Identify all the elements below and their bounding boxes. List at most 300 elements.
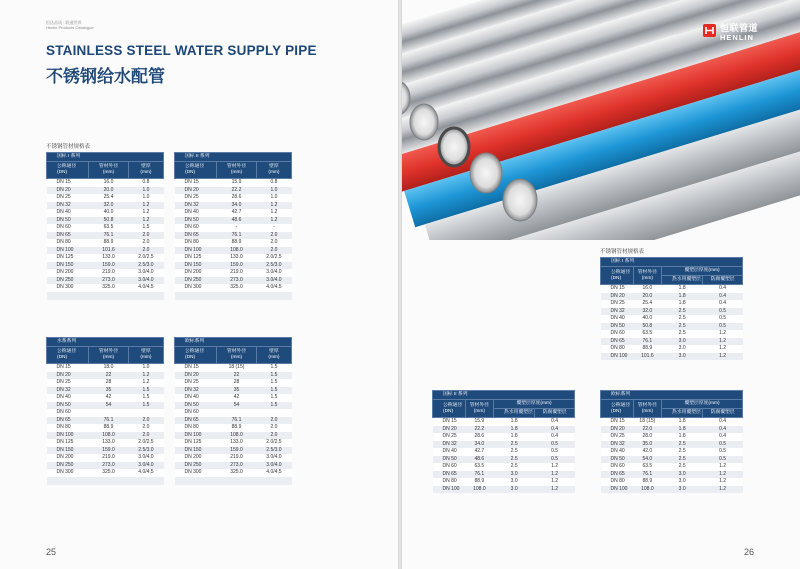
table-cell: - — [217, 224, 257, 232]
series-header: 国标 II 系列 — [433, 391, 575, 400]
spec-table-eu — [174, 337, 292, 485]
table-cell: 2.5 — [494, 456, 535, 464]
table-cell: 1.8 — [662, 426, 703, 434]
table-cell: 88.9 — [633, 478, 661, 486]
table-row — [433, 471, 575, 479]
table-cell: 1.5 — [256, 379, 291, 387]
column-header: 壁厚 (mm) — [256, 162, 291, 179]
table-cell: DN 50 — [175, 217, 217, 225]
table-row — [175, 262, 292, 270]
table-row — [433, 433, 575, 441]
table-row — [47, 447, 164, 455]
table-cell: DN 200 — [47, 269, 89, 277]
table-cell: DN 250 — [47, 462, 89, 470]
cover-table-gb2 — [432, 390, 575, 493]
table-cell: 16.0 — [633, 285, 661, 293]
table-cell: 1.2 — [703, 345, 743, 353]
table-cell: DN 65 — [175, 417, 217, 425]
table-cell: DN 50 — [47, 217, 89, 225]
column-header-od: 管材外径 (mm) — [633, 267, 661, 285]
table-cell: DN 65 — [601, 338, 634, 346]
table-footer-cell — [47, 292, 164, 300]
right-page — [402, 0, 800, 569]
table-cell: DN 20 — [433, 426, 466, 434]
table-cell: DN 40 — [601, 448, 634, 456]
table-cell: DN 80 — [433, 478, 466, 486]
table-cell: DN 60 — [175, 224, 217, 232]
table-row — [433, 478, 575, 486]
table-cell: 76.1 — [217, 232, 257, 240]
table-cell: 0.5 — [535, 456, 575, 464]
table-cell: 325.0 — [89, 284, 129, 292]
table-cell — [217, 409, 257, 417]
table-cell: 2.5/3.0 — [128, 262, 163, 270]
table-cell: 1.8 — [494, 426, 535, 434]
table-row — [601, 448, 743, 456]
table-cell: 1.5 — [256, 394, 291, 402]
table-cell: 22 — [89, 372, 129, 380]
table-footer-cell — [175, 292, 292, 300]
cover-table-eu — [600, 390, 743, 493]
table-cell: 2.0 — [128, 417, 163, 425]
table-cell: DN 300 — [47, 469, 89, 477]
table-cell: DN 150 — [47, 447, 89, 455]
table-cell: 1.2 — [703, 486, 743, 494]
table-cell: 1.5 — [128, 394, 163, 402]
column-header: 管材外径 (mm) — [217, 162, 257, 179]
table-cell: 1.8 — [662, 433, 703, 441]
table-row — [175, 179, 292, 187]
table-cell: 108.0 — [217, 432, 257, 440]
table-cell: DN 125 — [175, 254, 217, 262]
table-cell: 108.0 — [465, 486, 493, 494]
table-cell: 3.0/4.0 — [256, 277, 291, 285]
column-header: 公称通径 (DN) — [47, 162, 89, 179]
spec-table-water — [46, 337, 164, 485]
table-cell: 0.5 — [535, 448, 575, 456]
table-cell: DN 150 — [175, 262, 217, 270]
table-footer-row — [175, 292, 292, 300]
table-cell: 42 — [89, 394, 129, 402]
table-cell: 1.5 — [256, 372, 291, 380]
table-cell: 108.0 — [633, 486, 661, 494]
table-cell: 42.0 — [633, 448, 661, 456]
table-cell: 15.9 — [217, 179, 257, 187]
table-row — [433, 486, 575, 494]
table-cell: DN 65 — [47, 232, 89, 240]
table-cell: 1.2 — [535, 486, 575, 494]
table-cell: 273.0 — [217, 462, 257, 470]
table-cell: 273.0 — [89, 277, 129, 285]
table-cell: DN 200 — [175, 269, 217, 277]
table-cell: 2.5 — [494, 448, 535, 456]
table-row — [175, 394, 292, 402]
table-row — [47, 417, 164, 425]
table-cell: 40.0 — [89, 209, 129, 217]
table-cell: DN 32 — [175, 202, 217, 210]
table-row — [175, 372, 292, 380]
table-row — [47, 239, 164, 247]
table-cell: 48.6 — [465, 456, 493, 464]
table-cell: 63.5 — [633, 330, 661, 338]
table-row — [175, 217, 292, 225]
table-row — [47, 254, 164, 262]
column-header-hot-water: 热水用覆塑层 — [662, 409, 703, 418]
table-row — [601, 426, 743, 434]
table-cell: 0.4 — [535, 418, 575, 426]
table-cell: DN 60 — [175, 409, 217, 417]
table-row — [175, 209, 292, 217]
table-row — [47, 402, 164, 410]
table-cell: DN 25 — [175, 379, 217, 387]
page-number-left: 25 — [46, 547, 57, 557]
table-row — [47, 284, 164, 292]
table-cell: 1.2 — [703, 338, 743, 346]
table-cell: 0.5 — [703, 315, 743, 323]
table-cell: 0.4 — [703, 426, 743, 434]
table-cell: 2.5 — [662, 441, 703, 449]
table-row — [175, 187, 292, 195]
table-cell: DN 80 — [175, 424, 217, 432]
table-row — [47, 379, 164, 387]
table-cell: 18 (15) — [217, 364, 257, 372]
table-cell: 1.5 — [256, 387, 291, 395]
table-cell: 42.7 — [465, 448, 493, 456]
table-row — [175, 277, 292, 285]
table-cell: 35.0 — [633, 441, 661, 449]
table-cell: DN 200 — [175, 454, 217, 462]
column-header-anticorrosion: 防腐覆塑层 — [535, 409, 575, 418]
table-cell: 3.0 — [662, 471, 703, 479]
table-cell: 2.0 — [128, 424, 163, 432]
table-cell: 76.1 — [465, 471, 493, 479]
table-row — [47, 394, 164, 402]
table-cell: 1.0 — [128, 187, 163, 195]
table-row — [47, 424, 164, 432]
table-cell: DN 65 — [433, 471, 466, 479]
table-row — [47, 217, 164, 225]
table-cell: 1.5 — [128, 402, 163, 410]
table-cell: 42 — [217, 394, 257, 402]
column-header: 公称通径 (DN) — [175, 347, 217, 364]
table-cell: 1.2 — [703, 463, 743, 471]
table-cell: 63.5 — [89, 224, 129, 232]
table-footer-cell — [175, 477, 292, 485]
series-header: 水系系列 — [47, 338, 164, 347]
table-row — [47, 454, 164, 462]
table-row — [601, 441, 743, 449]
table-footer-row — [175, 477, 292, 485]
table-cell: DN 65 — [47, 417, 89, 425]
table-cell: 1.0 — [128, 194, 163, 202]
table-cell: DN 32 — [175, 387, 217, 395]
table-cell: 1.5 — [256, 364, 291, 372]
table-row — [175, 447, 292, 455]
table-cell: 325.0 — [217, 469, 257, 477]
table-row — [175, 402, 292, 410]
table-cell: DN 50 — [175, 402, 217, 410]
table-cell: 108.0 — [89, 432, 129, 440]
table-cell: 219.0 — [89, 454, 129, 462]
table-cell: 25.4 — [89, 194, 129, 202]
table-cell: DN 15 — [433, 418, 466, 426]
table-cell — [256, 409, 291, 417]
table-row — [601, 478, 743, 486]
table-row — [175, 247, 292, 255]
table-cell: 15.9 — [465, 418, 493, 426]
table-cell: DN 250 — [175, 277, 217, 285]
table-cell: 0.8 — [128, 179, 163, 187]
table-cell: DN 20 — [175, 187, 217, 195]
table-row — [433, 448, 575, 456]
table-row — [175, 194, 292, 202]
column-header-anticorrosion: 防腐覆塑层 — [703, 409, 743, 418]
table-cell: 76.1 — [89, 232, 129, 240]
table-row — [175, 454, 292, 462]
table-row — [601, 456, 743, 464]
table-cell: DN 20 — [47, 187, 89, 195]
series-header: 国标 I 系列 — [601, 258, 743, 267]
table-cell: DN 20 — [47, 372, 89, 380]
table-row — [175, 284, 292, 292]
table-cell: 34.0 — [217, 202, 257, 210]
table-cell: 63.5 — [633, 463, 661, 471]
column-header-cover: 覆塑层厚度(mm) — [662, 267, 743, 276]
table-cell: DN 125 — [175, 439, 217, 447]
table-cell: 3.0 — [662, 486, 703, 494]
table-cell: 3.0/4.0 — [128, 269, 163, 277]
table-cell: DN 80 — [601, 478, 634, 486]
table-cell: 3.0 — [494, 471, 535, 479]
table-cell: 1.2 — [128, 202, 163, 210]
table-cell: DN 100 — [601, 353, 634, 361]
table-cell: 22 — [217, 372, 257, 380]
table-cell: 2.0/2.5 — [256, 439, 291, 447]
table-row — [601, 418, 743, 426]
table-cell: DN 50 — [433, 456, 466, 464]
table-row — [433, 418, 575, 426]
table-cell: 2.5/3.0 — [256, 447, 291, 455]
table-cell: 0.5 — [703, 441, 743, 449]
table-cell: 54 — [89, 402, 129, 410]
column-header-dn: 公称通径 (DN) — [433, 400, 466, 418]
table-row — [47, 179, 164, 187]
table-cell: 50.8 — [633, 323, 661, 331]
table-cell: 18 (15) — [633, 418, 661, 426]
table-cell: 28 — [89, 379, 129, 387]
table-cell: 28 — [217, 379, 257, 387]
table-cell: 3.0/4.0 — [256, 269, 291, 277]
table-row — [175, 469, 292, 477]
table-cell: DN 125 — [47, 254, 89, 262]
table-cell: 0.5 — [703, 448, 743, 456]
column-header: 管材外径 (mm) — [89, 347, 129, 364]
table-cell: 2.5/3.0 — [128, 447, 163, 455]
table-cell: 2.5 — [662, 448, 703, 456]
column-header: 管材外径 (mm) — [217, 347, 257, 364]
table-row — [601, 293, 743, 301]
table-cell: DN 50 — [601, 323, 634, 331]
table-cell: 3.0 — [662, 338, 703, 346]
table-cell: 54.0 — [633, 456, 661, 464]
table-cell: 1.8 — [662, 293, 703, 301]
table-cell: 2.0 — [256, 232, 291, 240]
table-cell: 2.5 — [494, 463, 535, 471]
table-cell: DN 20 — [601, 426, 634, 434]
table-row — [47, 409, 164, 417]
breadcrumb-text: 恒达品质 · 联通世界 — [46, 20, 82, 25]
column-header-dn: 公称通径 (DN) — [601, 267, 634, 285]
column-header-hot-water: 热水用覆塑层 — [494, 409, 535, 418]
table-row — [433, 456, 575, 464]
table-cell: 76.1 — [633, 338, 661, 346]
table-row — [47, 372, 164, 380]
table-row — [601, 285, 743, 293]
table-cell: 3.0/4.0 — [128, 462, 163, 470]
table-cell: 76.1 — [89, 417, 129, 425]
table-row — [47, 364, 164, 372]
table-cell: 1.5 — [128, 387, 163, 395]
table-cell: DN 32 — [433, 441, 466, 449]
table-cell: DN 65 — [601, 471, 634, 479]
series-header: 欧标系列 — [601, 391, 743, 400]
table-row — [601, 471, 743, 479]
table-cell: 3.0 — [662, 353, 703, 361]
table-cell: 133.0 — [217, 439, 257, 447]
table-row — [47, 432, 164, 440]
table-cell: 1.2 — [535, 478, 575, 486]
table-cell: DN 250 — [47, 277, 89, 285]
table-cell: 1.2 — [703, 471, 743, 479]
table-cell: DN 25 — [175, 194, 217, 202]
table-cell: 1.2 — [703, 330, 743, 338]
left-page — [0, 0, 398, 569]
table-cell: DN 150 — [47, 262, 89, 270]
column-header: 壁厚 (mm) — [128, 162, 163, 179]
table-cell: DN 40 — [433, 448, 466, 456]
table-cell: 28.6 — [217, 194, 257, 202]
table-cell: DN 15 — [175, 364, 217, 372]
table-cell: 35 — [217, 387, 257, 395]
table-cell: DN 15 — [601, 285, 634, 293]
table-row — [601, 308, 743, 316]
table-row — [175, 387, 292, 395]
table-cell: 2.0 — [256, 432, 291, 440]
table-cell: 108.0 — [217, 247, 257, 255]
table-cell: 2.0/2.5 — [256, 254, 291, 262]
table-cell: 3.0 — [662, 345, 703, 353]
table-cell: DN 20 — [175, 372, 217, 380]
table-cell: DN 60 — [47, 224, 89, 232]
table-row — [47, 262, 164, 270]
table-cell: 88.9 — [465, 478, 493, 486]
table-cell: 3.0 — [662, 478, 703, 486]
table-cell: 0.4 — [703, 285, 743, 293]
table-row — [175, 364, 292, 372]
table-cell: 0.4 — [535, 433, 575, 441]
table-cell: DN 40 — [47, 209, 89, 217]
table-cell: 22.2 — [465, 426, 493, 434]
table-cell: 76.1 — [217, 417, 257, 425]
column-header: 壁厚 (mm) — [128, 347, 163, 364]
table-row — [47, 202, 164, 210]
table-cell: 4.0/4.5 — [128, 469, 163, 477]
table-row — [175, 202, 292, 210]
table-cell: DN 300 — [175, 469, 217, 477]
table-row — [601, 486, 743, 494]
table-row — [47, 439, 164, 447]
table-cell: 1.2 — [128, 379, 163, 387]
column-header: 壁厚 (mm) — [256, 347, 291, 364]
table-cell: DN 25 — [601, 433, 634, 441]
brand-mark-icon — [702, 23, 717, 38]
table-cell: 18.0 — [89, 364, 129, 372]
table-cell: 2.0 — [256, 424, 291, 432]
table-cell: 2.5 — [662, 323, 703, 331]
table-cell: 1.8 — [662, 300, 703, 308]
table-cell: 0.5 — [535, 441, 575, 449]
series-header: 国标 I 系列 — [47, 153, 164, 162]
table-cell: 16.0 — [89, 179, 129, 187]
table-cell: 1.2 — [703, 353, 743, 361]
table-row — [601, 330, 743, 338]
table-cell: 2.0 — [128, 247, 163, 255]
table-row — [47, 209, 164, 217]
table-cell: 32.0 — [89, 202, 129, 210]
table-row — [47, 269, 164, 277]
table-footer-row — [47, 477, 164, 485]
table-cell: 159.0 — [217, 447, 257, 455]
table-cell: DN 300 — [175, 284, 217, 292]
table-cell: 2.0 — [256, 239, 291, 247]
table-cell: 1.0 — [256, 194, 291, 202]
table-cell: DN 150 — [175, 447, 217, 455]
table-cell: 54 — [217, 402, 257, 410]
table-row — [175, 239, 292, 247]
table-row — [601, 345, 743, 353]
table-row — [175, 432, 292, 440]
table-cell: DN 80 — [601, 345, 634, 353]
table-cell: 63.5 — [465, 463, 493, 471]
table-cell: 1.2 — [128, 372, 163, 380]
table-row — [47, 387, 164, 395]
table-cell: 4.0/4.5 — [256, 284, 291, 292]
table-cell: DN 25 — [47, 379, 89, 387]
column-header-dn: 公称通径 (DN) — [601, 400, 634, 418]
table-cell: 1.2 — [256, 209, 291, 217]
table-cell: 133.0 — [89, 254, 129, 262]
table-cell: DN 65 — [175, 232, 217, 240]
table-cell: DN 40 — [175, 209, 217, 217]
table-cell: 2.0 — [128, 239, 163, 247]
table-cell: 3.0/4.0 — [128, 454, 163, 462]
table-cell: 2.0 — [256, 417, 291, 425]
table-cell: DN 50 — [47, 402, 89, 410]
table-cell: 20.0 — [89, 187, 129, 195]
table-row — [601, 300, 743, 308]
table-cell: DN 80 — [175, 239, 217, 247]
table-cell: 0.4 — [703, 433, 743, 441]
table-cell: 2.5 — [662, 456, 703, 464]
table-cell: 219.0 — [217, 269, 257, 277]
table-cell: DN 32 — [47, 387, 89, 395]
table-row — [47, 194, 164, 202]
table-cell: 88.9 — [217, 424, 257, 432]
table-cell: 0.4 — [703, 418, 743, 426]
table-row — [433, 441, 575, 449]
table-cell: 1.0 — [256, 187, 291, 195]
table-cell: DN 15 — [175, 179, 217, 187]
